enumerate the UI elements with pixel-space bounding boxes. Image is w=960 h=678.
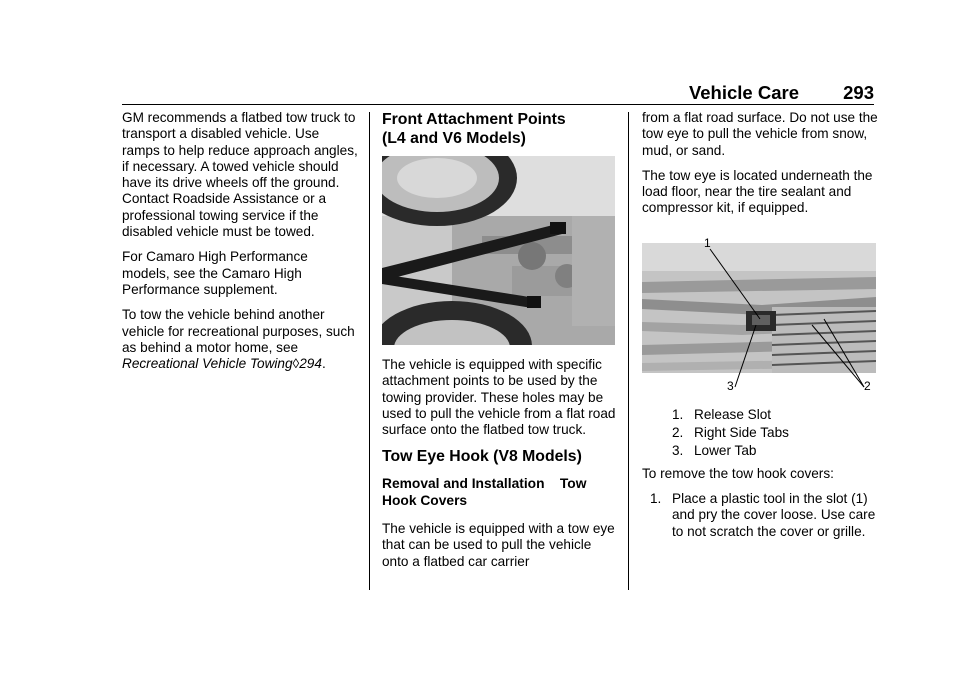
procedure-steps — [642, 491, 878, 540]
page-number: 293 — [843, 82, 874, 103]
list-item: 1. Release Slot — [672, 406, 772, 422]
column-divider-left — [369, 112, 370, 590]
cross-reference-page[interactable]: 294 — [299, 356, 322, 372]
section-title: Vehicle Care — [688, 82, 799, 103]
list-item: 3. Lower Tab — [672, 443, 757, 459]
list-item: 2. Right Side Tabs — [672, 425, 789, 441]
paragraph: The vehicle is equipped with specific attachment points to be used by the towing provider. These holes may be used to pull the vehicle from a flat road surface onto the flatbed tow truck. — [382, 357, 616, 438]
subsection-heading: Removal and Installation Tow Hook Covers — [382, 476, 591, 508]
callout-3: 3 — [727, 378, 734, 393]
paragraph: The tow eye is located underneath the load floor, near the tire sealant and compressor kit, if equipped. — [642, 167, 873, 216]
tow-hook-cover-figure — [642, 227, 876, 395]
figure-legend — [642, 407, 878, 460]
paragraph: To tow the vehicle behind another vehicle for recreational purposes, such as behind a motor home, see Recreational Vehicle Towing◊294. — [122, 307, 355, 372]
section-heading: Tow Eye Hook (V8 Models) — [382, 448, 582, 466]
paragraph: GM recommends a flatbed tow truck to transport a disabled vehicle. Use ramps to help reduce approach angles, if necessary. A towed vehicle should have its drive wheels off the ground. Contact Roadside Assistance or a professional towing service if the disabled vehicle must be towed. — [122, 110, 358, 240]
paragraph: from a flat road surface. Do not use the tow eye to pull the vehicle from snow, mud, or sand. — [642, 110, 878, 158]
callout-2: 2 — [864, 378, 871, 393]
section-heading: Front Attachment Points (L4 and V6 Models) — [382, 111, 566, 147]
page-ref-arrow-icon: ◊ — [292, 356, 300, 372]
paragraph-text: To tow the vehicle behind another vehicle for recreational purposes, such as behind a motor home, see — [122, 307, 355, 355]
paragraph: For Camaro High Performance models, see the Camaro High Performance supplement. — [122, 249, 308, 297]
page-header — [0, 82, 874, 112]
front-attachment-points-figure — [382, 156, 615, 345]
callout-1: 1 — [704, 235, 711, 250]
header-rule — [122, 104, 874, 105]
column-2 — [382, 110, 618, 579]
cross-reference-link[interactable]: Recreational Vehicle Towing — [122, 356, 293, 372]
column-1 — [122, 110, 358, 381]
column-divider-right — [628, 112, 629, 590]
list-item: 1. Place a plastic tool in the slot (1) and pry the cover loose. Use care to not scratch the cover or grille. — [650, 490, 876, 539]
paragraph: To remove the tow hook covers: — [642, 465, 834, 481]
paragraph: The vehicle is equipped with a tow eye that can be used to pull the vehicle onto a flatbed car carrier — [382, 521, 615, 569]
column-3 — [642, 110, 878, 540]
